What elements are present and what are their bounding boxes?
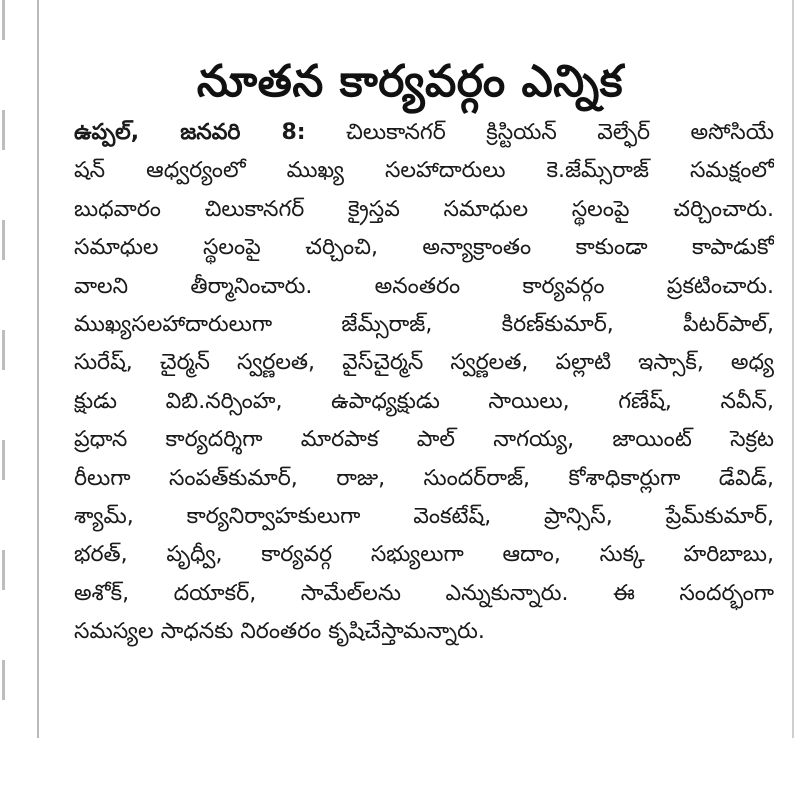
article-line bbox=[74, 114, 774, 152]
article-line: అశోక్, దయాకర్, సామేల్‌లను ఎన్నుకున్నారు. ఈ సందర్భంగా bbox=[74, 580, 774, 606]
article-line: సురేష్, చైర్మన్ స్వర్ణలత, వైస్‌చైర్మన్ స్వర్ణలత, పల్లాటి ఇస్సాక్, అధ్య bbox=[74, 350, 774, 376]
article-headline: నూతన కార్యవర్గం ఎన్నిక bbox=[196, 56, 624, 108]
article-line-last: సమస్యల సాధనకు నిరంతరం కృషిచేస్తామన్నారు. bbox=[74, 619, 485, 645]
article-line: బుధవారం చిలుకానగర్ క్రైస్తవ సమాధుల స్థలంపై చర్చించారు. bbox=[74, 196, 774, 222]
column-rule-right bbox=[792, 0, 794, 738]
article-line: ముఖ్యసలహాదారులుగా జేమ్స్‌రాజ్, కిరణ్‌కుమార్, పీటర్‌పాల్, bbox=[74, 311, 774, 337]
article-line: సమాధుల స్థలంపై చర్చించి, అన్యాక్రాంతం కాకుండా కాపాడుకో bbox=[74, 235, 774, 261]
article-line-text: చిలుకానగర్ క్రిస్టియన్ వెల్ఫేర్ అసోసియే bbox=[305, 120, 774, 145]
article-line: శ్యామ్, కార్యనిర్వాహకులుగా వెంకటేష్, ప్రాన్సిస్, ప్రేమ్‌కుమార్, bbox=[74, 503, 774, 529]
article-line: భరత్, పృధ్వీ, కార్యవర్గ సభ్యులుగా ఆదాం, సుక్క హరిబాబు, bbox=[74, 542, 774, 568]
article-dateline: ఉప్పల్, జనవరి 8: bbox=[74, 120, 306, 145]
article-line: క్షుడు విబి.నర్సింహ, ఉపాధ్యక్షుడు సాయిలు, గణేష్, నవీన్, bbox=[74, 388, 774, 414]
column-rule-left bbox=[37, 0, 39, 738]
article-line: షన్ ఆధ్వర్యంలో ముఖ్య సలహాదారులు కె.జేమ్స్‌రాజ్ సమక్షంలో bbox=[74, 158, 774, 184]
page-edge-marks bbox=[2, 0, 5, 740]
article-line: వాలని తీర్మానించారు. అనంతరం కార్యవర్గం ప్రకటించారు. bbox=[74, 273, 774, 299]
article-line: ప్రధాన కార్యదర్శిగా మారపాక పాల్ నాగయ్య, జాయింట్ సెక్రట bbox=[74, 427, 774, 453]
article-body bbox=[74, 114, 774, 651]
article-line: రీలుగా సంపత్‌కుమార్, రాజు, సుందర్‌రాజ్, కోశాధికార్లుగా డేవిడ్, bbox=[74, 465, 774, 491]
